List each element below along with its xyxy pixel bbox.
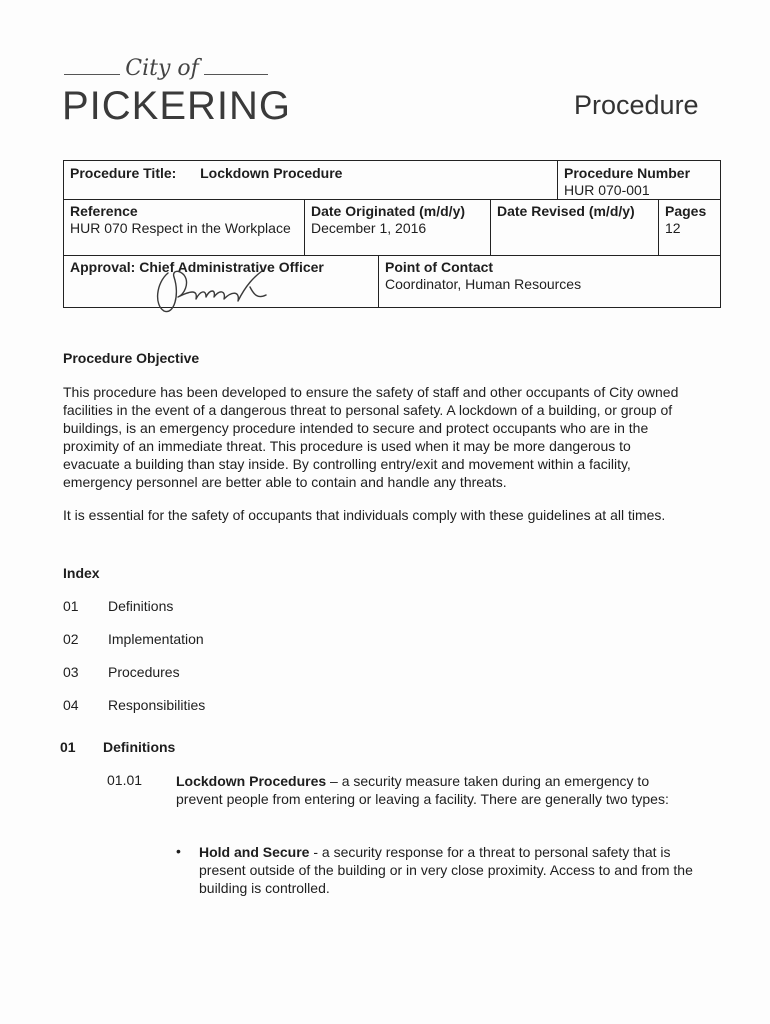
logo-rule-right [204,74,268,75]
document-type: Procedure [574,90,699,120]
index-item-number: 01 [63,598,79,614]
point-of-contact-label: Point of Contact [385,259,494,275]
date-revised-label: Date Revised (m/d/y) [497,203,635,219]
section-heading: Definitions [103,739,176,755]
procedure-title-value: Lockdown Procedure [200,165,343,181]
definition-bullet [199,843,699,897]
definition-text: – a security measure taken during an emergency to prevent people from entering or leaving a facility. There are generally two types: [176,773,669,807]
index-item-label: Responsibilities [108,697,206,713]
objective-heading: Procedure Objective [63,350,200,366]
approval-label: Approval: Chief Administrative Officer [70,259,324,275]
section-number: 01 [60,739,76,755]
procedure-number-cell [558,162,720,202]
date-originated-label: Date Originated (m/d/y) [311,203,466,219]
procedure-title-label: Procedure Title: [70,165,177,181]
date-revised-cell [491,200,658,223]
bullet-icon: • [176,843,181,859]
definition-item [176,772,696,808]
approval-signature [150,265,270,315]
reference-cell [64,200,304,240]
date-originated-value: December 1, 2016 [311,220,427,236]
procedure-number-label: Procedure Number [564,165,691,181]
objective-paragraph-2: It is essential for the safety of occupants that individuals comply with these guidelines at all times. [63,507,666,523]
procedure-title-cell [64,162,557,185]
city-logo [62,56,292,136]
reference-label: Reference [70,203,138,219]
pages-value: 12 [665,220,681,236]
logo-name: PICKERING [62,84,292,128]
index-item-label: Definitions [108,598,174,614]
objective-paragraph-1: This procedure has been developed to ensure the safety of staff and other occupants of City owned facilities in the event of a dangerous threat to personal safety. A lockdown of a building, or group of buildings, is an emergency procedure intended to secure and protect occupants who are in the proximity of an immediate threat. This procedure is used when it may be more dangerous to evacuate a building than stay inside. By controlling entry/exit and movement within a facility, emergency personnel are better able to contain and handle any threats. [63,384,679,490]
subsection-number: 01.01 [107,772,143,788]
definition-term: Lockdown Procedures [176,773,327,789]
index-item-label: Procedures [108,664,180,680]
pages-cell [659,200,720,240]
bullet-text: - a security response for a threat to personal safety that is present outside of the building or in very close proximity. Access to and from the building is controlled. [199,844,693,896]
procedure-number-value: HUR 070-001 [564,182,650,198]
index-item-number: 04 [63,697,79,713]
point-of-contact-cell [379,256,720,296]
date-originated-cell [305,200,490,240]
point-of-contact-value: Coordinator, Human Resources [385,276,582,292]
index-item-label: Implementation [108,631,204,647]
reference-value: HUR 070 Respect in the Workplace [70,220,291,236]
pages-label: Pages [665,203,707,219]
index-heading: Index [63,565,100,581]
index-item-number: 03 [63,664,79,680]
logo-city-text: City of [125,56,199,81]
index-item-number: 02 [63,631,79,647]
logo-rule-left [64,74,120,75]
bullet-term: Hold and Secure [199,844,310,860]
